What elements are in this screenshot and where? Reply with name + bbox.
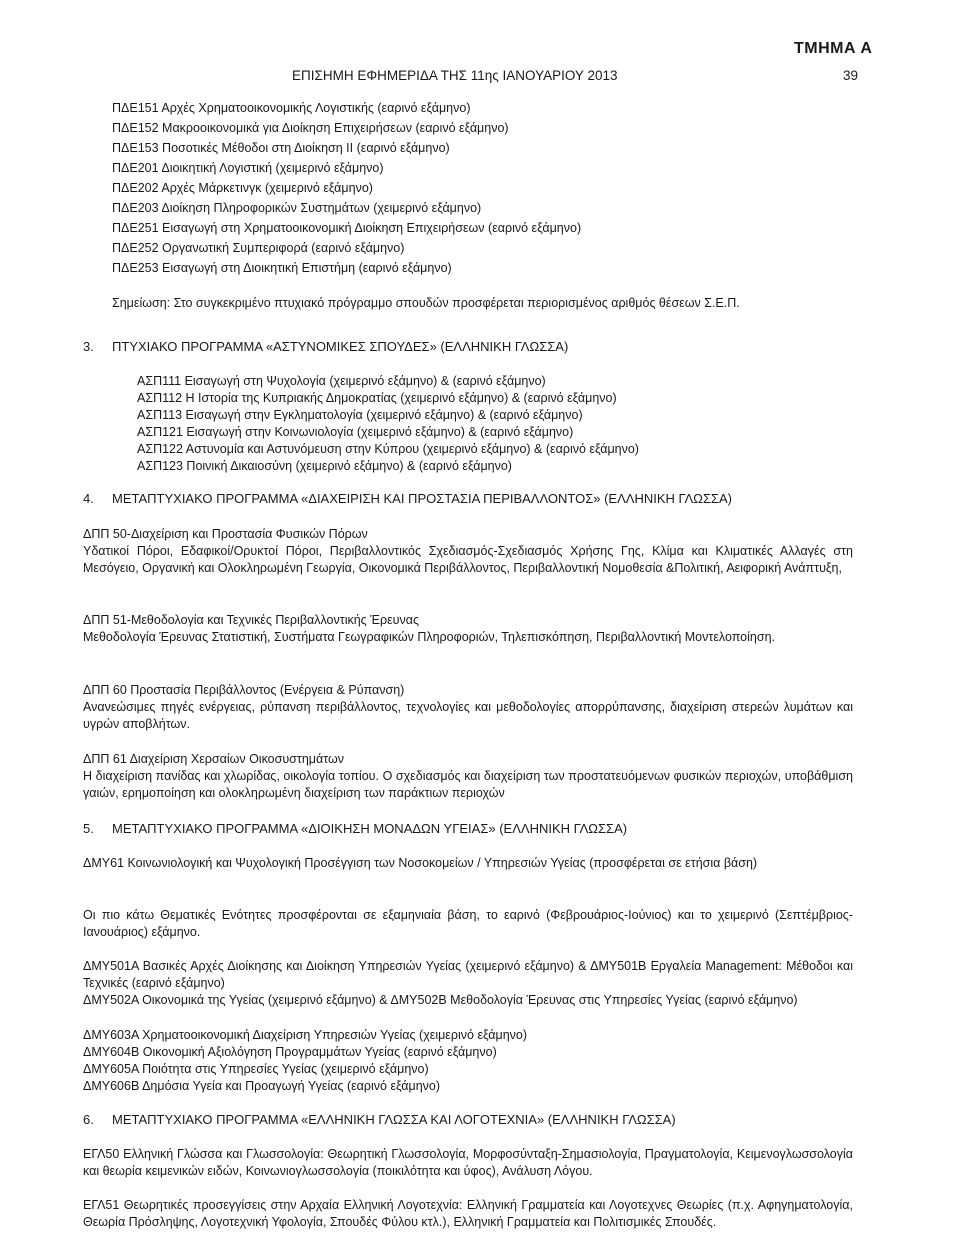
dmy61-paragraph: ΔΜΥ61 Κοινωνιολογική και Ψυχολογική Προσέγγιση των Νοσοκομείων / Υπηρεσιών Υγείας (προσφέρεται σε ετήσια βάση) — [83, 856, 758, 870]
page-number: 39 — [843, 68, 859, 83]
list-item: ΠΔΕ151 Αρχές Χρηματοοικονομικής Λογιστικής (εαρινό εξάμηνο) — [112, 101, 471, 115]
intro-paragraph: Οι πιο κάτω Θεματικές Ενότητες προσφέρονται σε εξαμηνιαία βάση, το εαρινό (Φεβρουάριος-Ιούνιος) και το χειμερινό (Σεπτέμβριος-Ιανουάριος) εξάμηνο. — [83, 908, 853, 939]
list-item: ΠΔΕ152 Μακροοικονομικά για Διοίκηση Επιχειρήσεων (εαρινό εξάμηνο) — [112, 121, 509, 135]
list-item: ΑΣΠ113 Εισαγωγή στην Εγκληματολογία (χειμερινό εξάμηνο) & (εαρινό εξάμηνο) — [137, 408, 583, 422]
list-item: ΑΣΠ123 Ποινική Δικαιοσύνη (χειμερινό εξάμηνο) & (εαρινό εξάμηνο) — [137, 459, 512, 473]
section-3-title: ΠΤΥΧΙΑΚΟ ΠΡΟΓΡΑΜΜΑ «ΑΣΤΥΝΟΜΙΚΕΣ ΣΠΟΥΔΕΣ» (ΕΛΛΗΝΙΚΗ ΓΛΩΣΣΑ) — [112, 339, 569, 354]
ega50-paragraph: ΕΓΛ50 Ελληνική Γλώσσα και Γλωσσολογία: Θεωρητική Γλωσσολογία, Μορφοσύνταξη-Σημασιολογία, Πραγματολογία, Κειμενογλωσσολογία και θεωρία κειμενικών ειδών, Κοινωνιογλωσσολογία (ποικιλότητα και ύφος), Ανάλυση Λόγου. — [83, 1147, 853, 1178]
section-6-title: ΜΕΤΑΠΤΥΧΙΑΚΟ ΠΡΟΓΡΑΜΜΑ «ΕΛΛΗΝΙΚΗ ΓΛΩΣΣΑ ΚΑΙ ΛΟΓΟΤΕΧΝΙΑ» (ΕΛΛΗΝΙΚΗ ΓΛΩΣΣΑ) — [112, 1112, 676, 1127]
block-title: ΔΠΠ 61 Διαχείριση Χερσαίων Οικοσυστημάτων — [83, 752, 344, 766]
list-item: ΠΔΕ201 Διοικητική Λογιστική (χειμερινό εξάμηνο) — [112, 161, 384, 175]
list-item: ΠΔΕ251 Εισαγωγή στη Χρηματοοικονομική Διοίκηση Επιχειρήσεων (εαρινό εξάμηνο) — [112, 221, 582, 235]
section-4-title: ΜΕΤΑΠΤΥΧΙΑΚΟ ΠΡΟΓΡΑΜΜΑ «ΔΙΑΧΕΙΡΙΣΗ ΚΑΙ ΠΡΟΣΤΑΣΙΑ ΠΕΡΙΒΑΛΛΟΝΤΟΣ» (ΕΛΛΗΝΙΚΗ ΓΛΩΣΣΑ) — [112, 491, 732, 506]
list-item: ΠΔΕ203 Διοίκηση Πληροφορικών Συστημάτων (χειμερινό εξάμηνο) — [112, 201, 482, 215]
list-item: ΑΣΠ112 Η Ιστορία της Κυπριακής Δημοκρατίας (χειμερινό εξάμηνο) & (εαρινό εξάμηνο) — [137, 391, 617, 405]
list-item: ΠΔΕ252 Οργανωτική Συμπεριφορά (εαρινό εξάμηνο) — [112, 241, 405, 255]
section-5-title: ΜΕΤΑΠΤΥΧΙΑΚΟ ΠΡΟΓΡΑΜΜΑ «ΔΙΟΙΚΗΣΗ ΜΟΝΑΔΩΝ ΥΓΕΙΑΣ» (ΕΛΛΗΝΙΚΗ ΓΛΩΣΣΑ) — [112, 821, 628, 836]
block-title: ΔΠΠ 50-Διαχείριση και Προστασία Φυσικών Πόρων — [83, 527, 368, 541]
section-3-number: 3. — [83, 339, 94, 354]
section-5-number: 5. — [83, 821, 94, 836]
list-item: ΑΣΠ111 Εισαγωγή στη Ψυχολογία (χειμερινό εξάμηνο) & (εαρινό εξάμηνο) — [137, 374, 546, 388]
list-item: ΑΣΠ121 Εισαγωγή στην Κοινωνιολογία (χειμερινό εξάμηνο) & (εαρινό εξάμηνο) — [137, 425, 574, 439]
list-item: ΔΜΥ502Α Οικονομικά της Υγείας (χειμερινό εξάμηνο) & ΔΜΥ502Β Μεθοδολογία Έρευνας στις Υπηρεσίες Υγείας (εαρινό εξάμηνο) — [83, 993, 798, 1007]
section-4-number: 4. — [83, 491, 94, 506]
list-item: ΔΜΥ606Β Δημόσια Υγεία και Προαγωγή Υγείας (εαρινό εξάμηνο) — [83, 1079, 441, 1093]
block-title: ΔΠΠ 60 Προστασία Περιβάλλοντος (Ενέργεια & Ρύπανση) — [83, 683, 405, 697]
list-item: ΔΜΥ605Α Ποιότητα στις Υπηρεσίες Υγείας (χειμερινό εξάμηνο) — [83, 1062, 429, 1076]
list-item: ΠΔΕ153 Ποσοτικές Μέθοδοι στη Διοίκηση ΙΙ (εαρινό εξάμηνο) — [112, 141, 450, 155]
section-label: ΤΜΗΜΑ Α — [794, 40, 873, 57]
section-6-number: 6. — [83, 1112, 94, 1127]
list-item: ΔΜΥ603Α Χρηματοοικονομική Διαχείριση Υπηρεσιών Υγείας (χειμερινό εξάμηνο) — [83, 1028, 528, 1042]
list-item: ΠΔΕ202 Αρχές Μάρκετινγκ (χειμερινό εξάμηνο) — [112, 181, 373, 195]
block-title: ΔΠΠ 51-Μεθοδολογία και Τεχνικές Περιβαλλοντικής Έρευνας — [83, 613, 419, 627]
list-item: ΔΜΥ501Α Βασικές Αρχές Διοίκησης και Διοίκηση Υπηρεσιών Υγείας (χειμερινό εξάμηνο) & ΔΜΥ501Β Εργαλεία Management: Μέθοδοι και Τεχνικές (εαρινό εξάμηνο) — [83, 959, 853, 990]
ega51-paragraph: ΕΓΛ51 Θεωρητικές προσεγγίσεις στην Αρχαία Ελληνική Λογοτεχνία: Ελληνική Γραμματεία και Λογοτεχνες Θεωρίες (π.χ. Αφηγηματολογία, Θεωρία Πρόσληψης, Λογοτεχνική Υφολογία, Σπουδές Φύλου κτλ.), Ελληνική Γραμματεία και Πολιτισμικές Σπουδές. — [83, 1198, 853, 1229]
list-item: ΔΜΥ604Β Οικονομική Αξιολόγηση Προγραμμάτων Υγείας (εαρινό εξάμηνο) — [83, 1045, 497, 1059]
list-item: ΑΣΠ122 Αστυνομία και Αστυνόμευση στην Κύπρου (χειμερινό εξάμηνο) & (εαρινό εξάμηνο) — [137, 442, 639, 456]
block-body: Η διαχείριση πανίδας και χλωρίδας, οικολογία τοπίου. Ο σχεδιασμός και διαχείριση των προστατευόμενων φυσικών περιοχών, υποβάθμιση γαιών, ερημοποίηση και ολοκληρωμένη διαχείριση των παράκτιων περιοχών — [83, 769, 853, 800]
note-text: Σημείωση: Στο συγκεκριμένο πτυχιακό πρόγραμμο σπουδών προσφέρεται περιορισμένος αριθμός θέσεων Σ.Ε.Π. — [112, 296, 740, 310]
block-body: Μεθοδολογία Έρευνας Στατιστική, Συστήματα Γεωγραφικών Πληροφοριών, Τηλεπισκόπηση, Περιβαλλοντική Μοντελοποίηση. — [83, 630, 775, 644]
journal-header: ΕΠΙΣΗΜΗ ΕΦΗΜΕΡΙΔΑ ΤΗΣ 11ης ΙΑΝΟΥΑΡΙΟΥ 2013 — [292, 68, 618, 83]
block-body: Ανανεώσιμες πηγές ενέργειας, ρύπανση περιβάλλοντος, τεχνολογίες και μεθοδολογίες απορρύπανσης, διαχείριση στερεών λυμάτων και υγρών αποβλήτων. — [83, 700, 853, 731]
list-item: ΠΔΕ253 Εισαγωγή στη Διοικητική Επιστήμη (εαρινό εξάμηνο) — [112, 261, 452, 275]
block-body: Υδατικοί Πόροι, Εδαφικοί/Ορυκτοί Πόροι, Περιβαλλοντικός Σχεδιασμός-Σχεδιασμός Χρήσης Γης, Κλίμα και Κλιματικές Αλλαγές στη Μεσόγειο, Οργανική και Ολοκληρωμένη Γεωργία, Οικονομικά Περιβάλλοντος, Περιβαλλοντική Νομοθεσία &Πολιτική, Αειφορική Ανάπτυξη, — [83, 544, 853, 575]
